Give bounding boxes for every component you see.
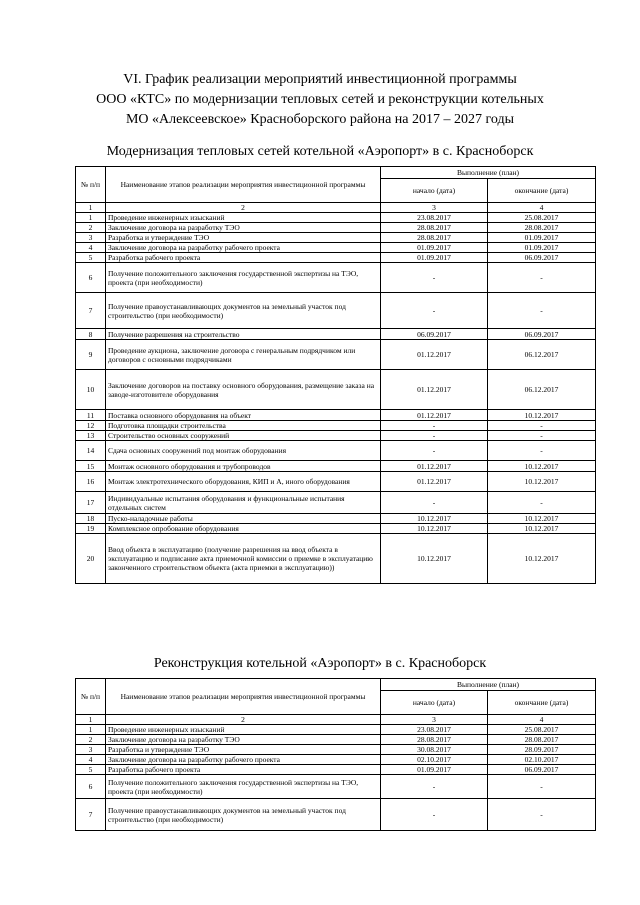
start-date: 10.12.2017	[381, 514, 488, 524]
header-execution: Выполнение (план)	[381, 167, 596, 179]
end-date: -	[488, 799, 596, 831]
start-date: 30.08.2017	[381, 745, 488, 755]
stage-name: Сдача основных сооружений под монтаж оборудования	[106, 441, 381, 461]
row-number: 4	[76, 243, 106, 253]
stage-name: Разработка рабочего проекта	[106, 765, 381, 775]
document-title	[40, 70, 600, 130]
row-number: 12	[76, 421, 106, 431]
header-stage-name: Наименование этапов реализации мероприятия инвестиционной программы	[106, 679, 381, 715]
start-date: 23.08.2017	[381, 213, 488, 223]
table-row	[76, 745, 596, 755]
schedule-table-heating-networks	[75, 166, 596, 584]
stage-name: Разработка и утверждение ТЭО	[106, 233, 381, 243]
table-row	[76, 233, 596, 243]
end-date: -	[488, 775, 596, 799]
title-line-1: VI. График реализации мероприятий инвестиционной программы	[123, 72, 517, 87]
table-row	[76, 534, 596, 584]
table-row	[76, 263, 596, 293]
end-date: 25.08.2017	[488, 213, 596, 223]
row-number: 17	[76, 492, 106, 514]
start-date: 01.12.2017	[381, 370, 488, 410]
row-number: 5	[76, 765, 106, 775]
header-index: 1	[76, 203, 106, 213]
stage-name: Получение положительного заключения государственной экспертизы на ТЭО, проекта (при необходимости)	[106, 775, 381, 799]
header-index: 3	[381, 715, 488, 725]
stage-name: Комплексное опробование оборудования	[106, 524, 381, 534]
row-number: 20	[76, 534, 106, 584]
header-execution: Выполнение (план)	[381, 679, 596, 691]
end-date: 28.09.2017	[488, 745, 596, 755]
stage-name: Получение положительного заключения государственной экспертизы на ТЭО, проекта (при необходимости)	[106, 263, 381, 293]
row-number: 3	[76, 745, 106, 755]
start-date: 02.10.2017	[381, 755, 488, 765]
start-date: 01.12.2017	[381, 340, 488, 370]
end-date: -	[488, 492, 596, 514]
start-date: -	[381, 799, 488, 831]
end-date: 02.10.2017	[488, 755, 596, 765]
table2-body	[76, 725, 596, 831]
row-number: 9	[76, 340, 106, 370]
stage-name: Подготовка площадки строительства	[106, 421, 381, 431]
row-number: 16	[76, 472, 106, 492]
header-num: № п/п	[76, 679, 106, 715]
row-number: 5	[76, 253, 106, 263]
start-date: -	[381, 263, 488, 293]
row-number: 1	[76, 725, 106, 735]
row-number: 14	[76, 441, 106, 461]
start-date: 23.08.2017	[381, 725, 488, 735]
start-date: 01.09.2017	[381, 243, 488, 253]
end-date: 10.12.2017	[488, 514, 596, 524]
stage-name: Получение правоустанавливающих документов на земельный участок под строительство (при необходимости)	[106, 799, 381, 831]
header-end: окончание (дата)	[488, 179, 596, 203]
table-row	[76, 213, 596, 223]
stage-name: Заключение договора на разработку ТЭО	[106, 223, 381, 233]
header-index: 4	[488, 203, 596, 213]
start-date: 28.08.2017	[381, 223, 488, 233]
start-date: 01.09.2017	[381, 765, 488, 775]
end-date: 25.08.2017	[488, 725, 596, 735]
start-date: 01.09.2017	[381, 253, 488, 263]
row-number: 2	[76, 735, 106, 745]
header-start: начало (дата)	[381, 179, 488, 203]
end-date: -	[488, 441, 596, 461]
start-date: 06.09.2017	[381, 329, 488, 340]
stage-name: Проведение аукциона, заключение договора с генеральным подрядчиком или договоров с основными подрядчиками	[106, 340, 381, 370]
table-row	[76, 253, 596, 263]
table-row	[76, 725, 596, 735]
table-row	[76, 461, 596, 472]
stage-name: Пуско-наладочные работы	[106, 514, 381, 524]
start-date: -	[381, 421, 488, 431]
start-date: 10.12.2017	[381, 534, 488, 584]
start-date: 28.08.2017	[381, 735, 488, 745]
table-row	[76, 410, 596, 421]
end-date: 10.12.2017	[488, 410, 596, 421]
table-row	[76, 370, 596, 410]
title-line-3: МО «Алексеевское» Красноборского района на 2017 – 2027 годы	[125, 112, 515, 127]
header-index: 1	[76, 715, 106, 725]
end-date: 10.12.2017	[488, 472, 596, 492]
end-date: 06.09.2017	[488, 765, 596, 775]
table-row	[76, 329, 596, 340]
end-date: -	[488, 421, 596, 431]
row-number: 3	[76, 233, 106, 243]
end-date: 01.09.2017	[488, 233, 596, 243]
start-date: 01.12.2017	[381, 472, 488, 492]
stage-name: Монтаж основного оборудования и трубопроводов	[106, 461, 381, 472]
table-row	[76, 472, 596, 492]
end-date: 10.12.2017	[488, 534, 596, 584]
header-num: № п/п	[76, 167, 106, 203]
row-number: 19	[76, 524, 106, 534]
stage-name: Монтаж электротехнического оборудования, КИП и А, иного оборудования	[106, 472, 381, 492]
table-row	[76, 441, 596, 461]
row-number: 15	[76, 461, 106, 472]
stage-name: Разработка рабочего проекта	[106, 253, 381, 263]
table-row	[76, 735, 596, 745]
row-number: 4	[76, 755, 106, 765]
row-number: 7	[76, 799, 106, 831]
stage-name: Заключение договора на разработку ТЭО	[106, 735, 381, 745]
stage-name: Разработка и утверждение ТЭО	[106, 745, 381, 755]
table-row	[76, 765, 596, 775]
start-date: 01.12.2017	[381, 461, 488, 472]
table-row	[76, 223, 596, 233]
end-date: 06.09.2017	[488, 253, 596, 263]
header-index: 3	[381, 203, 488, 213]
end-date: 06.09.2017	[488, 329, 596, 340]
table-row	[76, 799, 596, 831]
row-number: 10	[76, 370, 106, 410]
table-row	[76, 340, 596, 370]
row-number: 18	[76, 514, 106, 524]
table1-body	[76, 213, 596, 584]
stage-name: Строительство основных сооружений	[106, 431, 381, 441]
header-stage-name: Наименование этапов реализации мероприятия инвестиционной программы	[106, 167, 381, 203]
end-date: 28.08.2017	[488, 735, 596, 745]
table-row	[76, 243, 596, 253]
end-date: 01.09.2017	[488, 243, 596, 253]
table2-caption: Реконструкция котельной «Аэропорт» в с. Красноборск	[153, 656, 487, 671]
header-end: окончание (дата)	[488, 691, 596, 715]
stage-name: Получение правоустанавливающих документов на земельный участок под строительство (при необходимости)	[106, 293, 381, 329]
header-index: 4	[488, 715, 596, 725]
end-date: 28.08.2017	[488, 223, 596, 233]
end-date: 06.12.2017	[488, 340, 596, 370]
end-date: 06.12.2017	[488, 370, 596, 410]
start-date: -	[381, 492, 488, 514]
row-number: 6	[76, 775, 106, 799]
stage-name: Индивидуальные испытания оборудования и функциональные испытания отдельных систем	[106, 492, 381, 514]
start-date: -	[381, 431, 488, 441]
row-number: 7	[76, 293, 106, 329]
header-index: 2	[106, 203, 381, 213]
end-date: 10.12.2017	[488, 461, 596, 472]
row-number: 2	[76, 223, 106, 233]
table-row	[76, 775, 596, 799]
table-row	[76, 431, 596, 441]
row-number: 8	[76, 329, 106, 340]
stage-name: Заключение договора на разработку рабочего проекта	[106, 243, 381, 253]
start-date: 01.12.2017	[381, 410, 488, 421]
end-date: 10.12.2017	[488, 524, 596, 534]
start-date: 10.12.2017	[381, 524, 488, 534]
row-number: 1	[76, 213, 106, 223]
row-number: 13	[76, 431, 106, 441]
row-number: 11	[76, 410, 106, 421]
schedule-table-boiler-reconstruction	[75, 678, 596, 831]
table-row	[76, 755, 596, 765]
start-date: -	[381, 775, 488, 799]
table1-caption: Модернизация тепловых сетей котельной «Аэропорт» в с. Красноборск	[106, 144, 534, 159]
table-row	[76, 492, 596, 514]
header-index: 2	[106, 715, 381, 725]
table-row	[76, 524, 596, 534]
end-date: -	[488, 293, 596, 329]
title-line-2: ООО «КТС» по модернизации тепловых сетей и реконструкции котельных	[96, 92, 544, 107]
stage-name: Заключение договоров на поставку основного оборудования, размещение заказа на заводе-изготовителе оборудования	[106, 370, 381, 410]
stage-name: Проведение инженерных изысканий	[106, 213, 381, 223]
end-date: -	[488, 431, 596, 441]
start-date: -	[381, 441, 488, 461]
row-number: 6	[76, 263, 106, 293]
start-date: -	[381, 293, 488, 329]
header-start: начало (дата)	[381, 691, 488, 715]
stage-name: Поставка основного оборудования на объект	[106, 410, 381, 421]
stage-name: Получение разрешения на строительство	[106, 329, 381, 340]
start-date: 28.08.2017	[381, 233, 488, 243]
table-row	[76, 293, 596, 329]
stage-name: Заключение договора на разработку рабочего проекта	[106, 755, 381, 765]
end-date: -	[488, 263, 596, 293]
table-row	[76, 421, 596, 431]
stage-name: Проведение инженерных изысканий	[106, 725, 381, 735]
table-row	[76, 514, 596, 524]
stage-name: Ввод объекта в эксплуатацию (получение разрешения на ввод объекта в эксплуатацию и подписание акта приемочной комиссии о приемке в эксплуатацию законченного строительством объекта (акта приемки в эксплуатацию))	[106, 534, 381, 584]
